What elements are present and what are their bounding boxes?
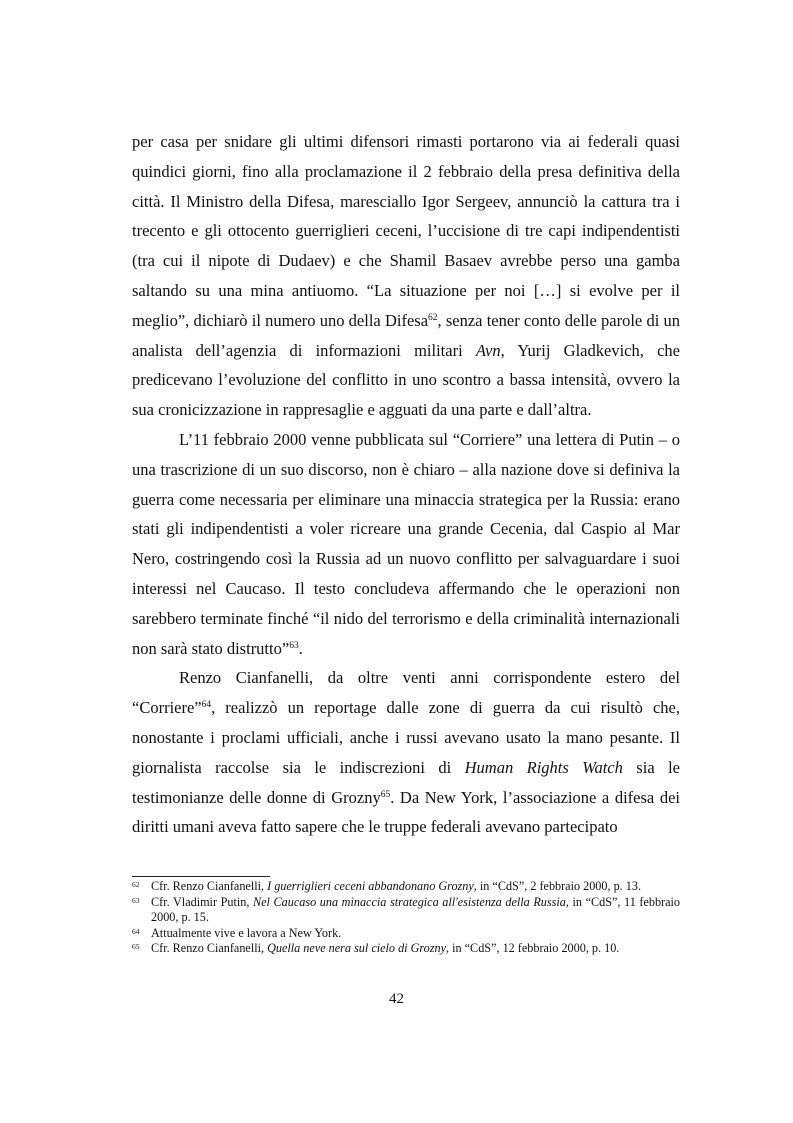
footnote-number: 65: [132, 942, 140, 951]
paragraph-text: .: [298, 638, 303, 658]
footnote-text: [151, 879, 680, 895]
footnote-title: I guerriglieri ceceni abbandonano Grozny: [267, 879, 474, 893]
footnote-title: Nel Caucaso una minaccia strategica all'esistenza della Russia: [253, 894, 566, 909]
footnote-separator: [132, 876, 270, 877]
italic-term: Avn: [475, 340, 501, 360]
footnote-text-post: , in “CdS”, 2 febbraio 2000, p. 13.: [473, 879, 642, 893]
footnote-ref-63[interactable]: 63: [289, 640, 299, 651]
paragraph-text: , Yurij Gladkevich, che predicevano l’evoluzione del conflitto in uno scontro a bassa intensità, ovvero la sua cronicizzazione in rappresaglie e agguati da una parte e dall’altra.: [132, 340, 681, 420]
footnote-ref-62[interactable]: 62: [428, 312, 438, 323]
footnote-title: Quella neve nera sul cielo di Grozny: [267, 941, 447, 955]
paragraph-1: [132, 127, 680, 425]
footnotes: [132, 879, 680, 957]
footnote-number: 62: [132, 880, 140, 889]
page-body: [132, 127, 680, 842]
footnote-text: [151, 895, 680, 926]
footnote-text-pre: Cfr. Renzo Cianfanelli,: [151, 879, 268, 893]
footnote-ref-64[interactable]: 64: [201, 700, 212, 711]
footnote-text: [151, 941, 680, 957]
footnote-text-pre: Cfr. Vladimir Putin,: [151, 894, 253, 909]
footnote-64: [132, 926, 680, 942]
paragraph-text: , senza tener conto delle parole di un analista dell’agenzia di informazioni militari: [132, 310, 680, 360]
footnote-number: 63: [132, 895, 140, 905]
footnote-63: [132, 895, 680, 926]
footnote-text: [151, 926, 680, 942]
paragraph-text: . Da New York, l’associazione a difesa dei diritti umani aveva fatto sapere che le truppe federali avevano partecipato: [132, 787, 680, 837]
footnote-65: [132, 941, 680, 957]
footnote-text-pre: Cfr. Renzo Cianfanelli,: [151, 941, 268, 955]
paragraph-text: per casa per snidare gli ultimi difensori rimasti portarono via ai federali quasi quindici giorni, fino alla proclamazione il 2 febbraio della presa definitiva della città. Il Ministro della Difesa, maresciallo Igor Sergeev, annunciò la cattura tra i trecento e gli ottocento guerriglieri ceceni, l’uccisione di tre capi indipendentisti (tra cui il nipote di Dudaev) e che Shamil Basaev avrebbe perso una gamba saltando su una mina antiuomo. “La situazione per noi […] si evolve per il meglio”, dichiarò il numero uno della Difesa: [132, 132, 680, 330]
footnote-text-pre: Attualmente vive e lavora a New York.: [151, 925, 342, 940]
paragraph-text: Renzo Cianfanelli, da oltre venti anni corrispondente estero del “Corriere”: [132, 668, 680, 718]
paragraph-2: [132, 425, 680, 663]
footnote-62: [132, 879, 680, 895]
footnote-number: 64: [132, 926, 140, 936]
paragraph-text: sia le testimonianze delle donne di Grozny: [132, 757, 680, 807]
paragraph-3: [132, 663, 680, 842]
paragraph-text: L’11 febbraio 2000 venne pubblicata sul “Corriere” una lettera di Putin – o una trascrizione di un suo discorso, non è chiaro – alla nazione dove si definiva la guerra come necessaria per eliminare una minaccia strategica per la Russia: erano stati gli indipendentisti a voler ricreare una grande Cecenia, dal Caspio al Mar Nero, costringendo così la Russia ad un nuovo conflitto per salvaguardare i suoi interessi nel Caucaso. Il testo concludeva affermando che le operazioni non sarebbero terminate finché “il nido del terrorismo e della criminalità internazionali non sarà stato distrutto”: [132, 429, 680, 658]
page-number: 42: [389, 991, 404, 1007]
italic-term: Human Rights Watch: [464, 757, 623, 777]
paragraph-text: , realizzò un reportage dalle zone di guerra da cui risultò che, nonostante i proclami ufficiali, anche i russi avevano usato la mano pesante. Il giornalista raccolse sia le indiscrezioni di: [132, 698, 680, 777]
footnote-text-post: , in “CdS”, 11 febbraio 2000, p. 15.: [151, 894, 681, 924]
footnote-text-post: , in “CdS”, 12 febbraio 2000, p. 10.: [446, 941, 620, 955]
footnote-ref-65[interactable]: 65: [380, 789, 391, 800]
